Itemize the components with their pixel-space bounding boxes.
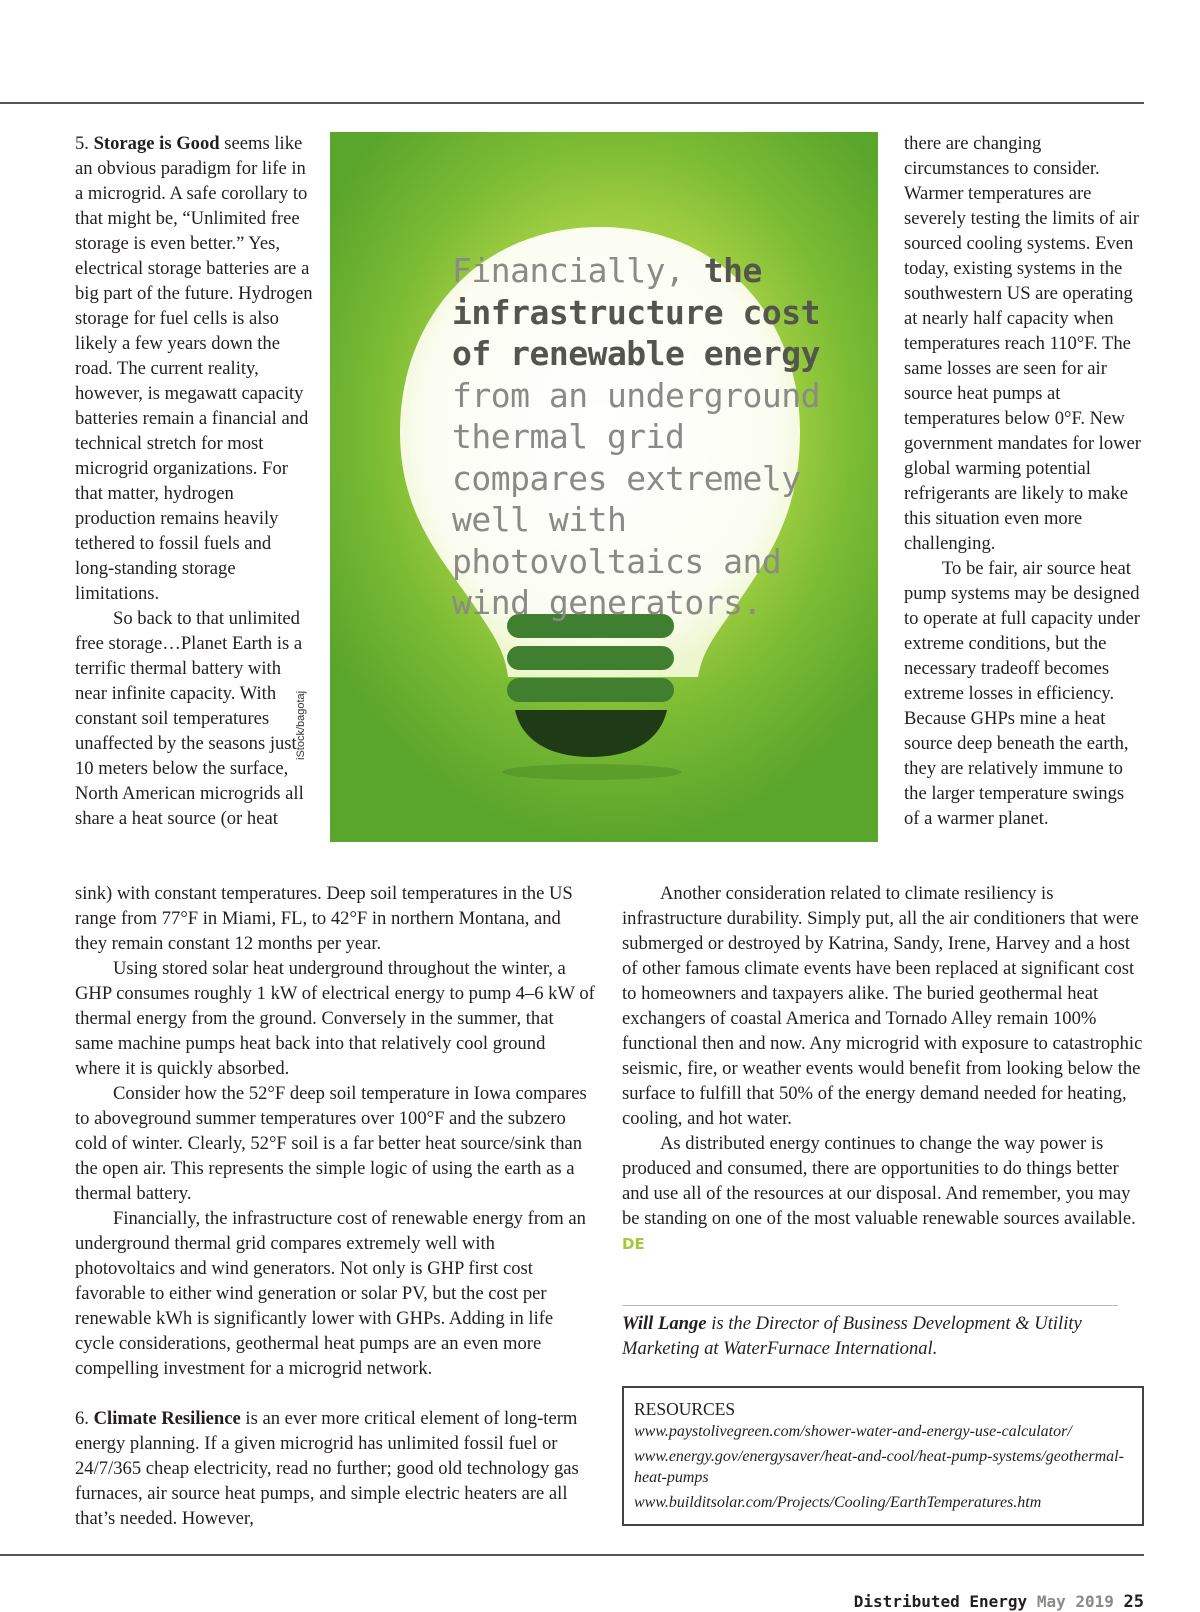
- paragraph-storage: So back to that unlimited free storage…Planet Earth is a terrific thermal battery with near infinite capacity. With constant soil temperatures unaffected by the seasons just 10 meters below the surface, North American microgrids all share a heat source (or heat: [75, 608, 304, 829]
- paragraph-infrastructure-durability: Another consideration related to climate resiliency is infrastructure durability. Simply put, all the air conditioners that were submerged or destroyed by Katrina, Sandy, Irene, Harvey and a host of other famous climate events have been replaced at significant cost to homeowners and taxpayers alike. The buried geothermal heat exchangers of coastal America and Tornado Alley remain 100% functional then and now. Any microgrid with exposure to catastrophic seismic, fire, or weather events would benefit from looking below the surface to fulfill that 50% of the energy demand needed for heating, cooling, and hot water.: [622, 883, 1143, 1129]
- left-column-top: [75, 131, 315, 831]
- paragraph-iowa: Consider how the 52°F deep soil temperature in Iowa compares to aboveground summer temperatures over 100°F and the subzero cold of winter. Clearly, 52°F soil is a far better heat source/sink than the open air. This represents the simple logic of using the earth as a thermal battery.: [75, 1083, 587, 1204]
- resources-box: [622, 1386, 1144, 1526]
- resource-link[interactable]: www.energy.gov/energysaver/heat-and-cool/heat-pump-systems/geothermal-heat-pumps: [634, 1448, 1124, 1486]
- paragraph-changing-circumstances: there are changing circumstances to consider. Warmer temperatures are severely testing the limits of air sourced cooling systems. Even today, existing systems in the southwestern US are operating at nearly half capacity when temperatures reach 110°F. The same losses are seen for air source heat pumps at temperatures below 0°F. New government mandates for lower global warming potential refrigerants are likely to make this situation even more challenging.: [904, 133, 1141, 554]
- page-footer: [854, 1592, 1144, 1612]
- pull-quote-emphasis: the infrastructure cost of renewable energy: [452, 251, 820, 373]
- item-5-paragraph: [75, 131, 315, 606]
- item-6-text: is an ever more critical element of long-term energy planning. If a given microgrid has unlimited fossil fuel or 24/7/365 cheap electricity, read no further; good old technology gas furnaces, air source heat pumps, and simple electric heaters are all that’s needed. However,: [75, 1408, 579, 1529]
- pull-quote-rest: from an underground thermal grid compares extremely well with photovoltaics and wind generators.: [452, 375, 820, 622]
- resource-link[interactable]: www.paystolivegreen.com/shower-water-and-energy-use-calculator/: [634, 1423, 1072, 1440]
- paragraph-conclusion: [622, 1131, 1146, 1257]
- image-credit: iStock/bagotaj: [295, 690, 307, 760]
- paragraph-stored-solar-heat: Using stored solar heat underground throughout the winter, a GHP consumes roughly 1 kW of electrical energy to pump 4–6 kW of thermal energy from the ground. Conversely in the summer, that same machine pumps heat back into that relatively cool ground where it is quickly absorbed.: [75, 958, 595, 1079]
- paragraph-deep-soil: sink) with constant temperatures. Deep soil temperatures in the US range from 77°F in Miami, FL, to 42°F in northern Montana, and they remain constant 12 months per year.: [75, 883, 573, 954]
- publication-name: Distributed Energy: [853, 1592, 1028, 1611]
- item-5-heading: Storage is Good: [93, 133, 220, 154]
- paragraph-financially: Financially, the infrastructure cost of renewable energy from an underground thermal grid compares extremely well with photovoltaics and wind generators. Not only is GHP first cost favorable to either wind generation or solar PV, but the cost per renewable kWh is significantly lower with GHPs. Adding in life cycle considerations, geothermal heat pumps are an even more compelling investment for a microgrid network.: [75, 1208, 586, 1379]
- pull-quote-lead: Financially,: [452, 251, 704, 290]
- end-mark: DE: [622, 1235, 645, 1253]
- resource-link[interactable]: www.builditsolar.com/Projects/Cooling/EarthTemperatures.htm: [634, 1494, 1042, 1511]
- bulb-shadow: [502, 764, 682, 780]
- right-column-bottom: [622, 881, 1146, 1257]
- bulb-base: [515, 710, 667, 757]
- lightbulb-illustration: [330, 132, 878, 842]
- author-bio: [622, 1311, 1142, 1361]
- right-column-top: [904, 131, 1144, 831]
- paragraph-to-be-fair: To be fair, air source heat pump systems may be designed to operate at full capacity under extreme conditions, but the necessary tradeoff becomes extreme losses in efficiency. Because GHPs mine a heat source deep beneath the earth, they are relatively immune to the larger temperature swings of a warmer planet.: [904, 558, 1140, 829]
- item-5-text: seems like an obvious paradigm for life in a microgrid. A safe corollary to that might be, “Unlimited free storage is even better.” Yes, electrical storage batteries are a big part of the future. Hydrogen storage for fuel cells is also likely a few years down the road. The current reality, however, is megawatt capacity batteries remain a financial and technical stretch for most microgrid organizations. For that matter, hydrogen production remains heavily tethered to fossil fuels and long-standing storage limitations.: [75, 133, 313, 604]
- conclusion-text: As distributed energy continues to change the way power is produced and consumed, there are opportunities to do things better and use all of the resources at our disposal. And remember, you may be standing on one of the most valuable renewable sources available.: [622, 1133, 1136, 1229]
- bio-divider: [622, 1305, 1118, 1306]
- bottom-rule: [0, 1554, 1144, 1556]
- issue-date: May 2019: [1036, 1592, 1114, 1611]
- bulb-stripe: [507, 646, 674, 670]
- item-6-heading: Climate Resilience: [93, 1408, 241, 1429]
- author-name: Will Lange: [622, 1313, 707, 1334]
- top-rule: [0, 102, 1144, 104]
- author-bio-text: is the Director of Business Development & Utility Marketing at WaterFurnace International.: [622, 1313, 1082, 1359]
- bulb-stripe: [507, 678, 674, 702]
- page-number: 25: [1123, 1592, 1144, 1612]
- resources-title: RESOURCES: [634, 1399, 736, 1419]
- item-6-number: 6.: [75, 1408, 94, 1429]
- item-6-paragraph: [75, 1406, 595, 1531]
- pull-quote: [452, 250, 852, 624]
- left-column-bottom: [75, 881, 595, 1531]
- item-5-number: 5.: [75, 133, 94, 154]
